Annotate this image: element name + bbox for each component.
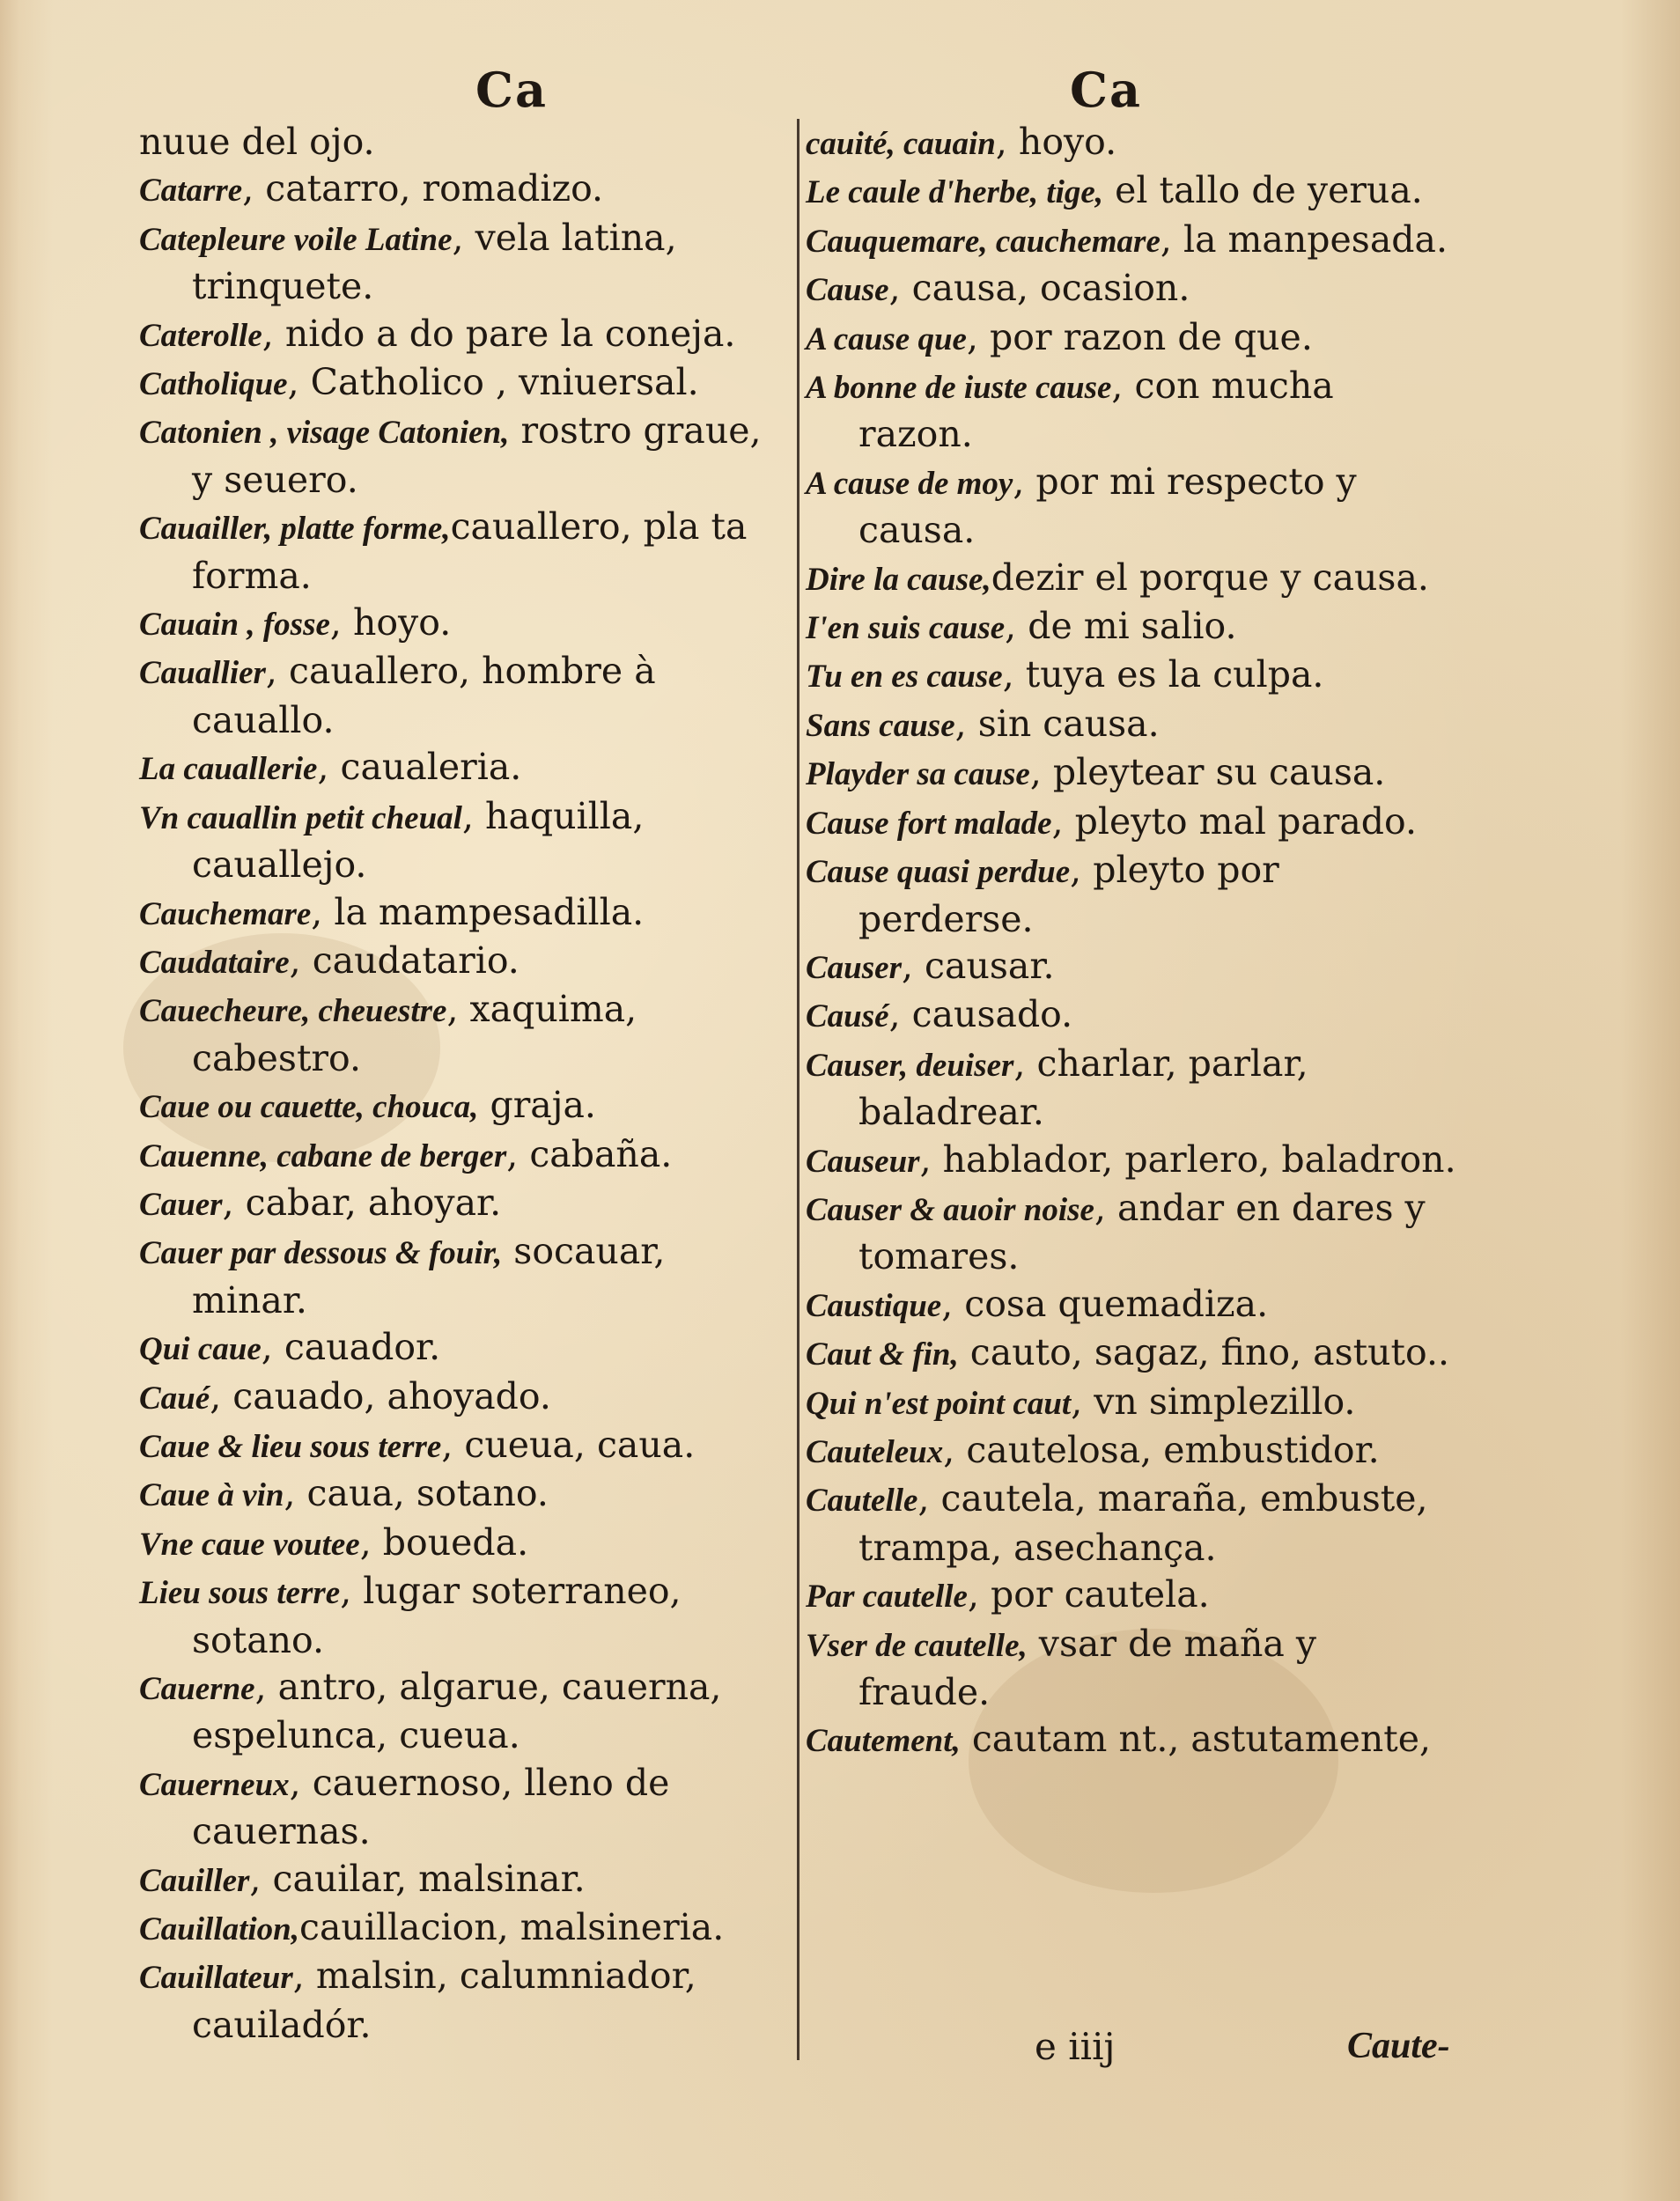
dictionary-entry [806,1329,1457,1378]
dictionary-entry [139,1131,791,1180]
entry-definition: , charlar, parlar, baladrear. [858,1042,1308,1134]
entry-definition: , cauado, ahoyado. [210,1374,551,1417]
entry-definition: , cabaña. [506,1132,673,1175]
entry-definition: , haquilla, cauallejo. [192,794,645,887]
dictionary-entry [139,986,791,1082]
right-column [806,119,1457,1765]
entry-headword: Lieu sous terre [139,1575,341,1612]
dictionary-entry [139,648,791,744]
entry-definition: , cosa quemadiza. [941,1282,1269,1325]
entry-definition: , boueda. [359,1520,529,1564]
dictionary-entry [139,938,791,986]
dictionary-entry [139,166,791,214]
entry-definition: cauillacion, malsineria. [298,1906,725,1949]
entry-headword: Playder sa cause [806,756,1030,793]
entry-headword: I'en suis cause [806,610,1006,647]
entry-headword: Cause [806,272,889,309]
entry-headword: Tu en es cause [806,659,1003,696]
entry-headword: Caustique [806,1287,942,1324]
entry-headword: Qui caue [139,1331,262,1368]
dictionary-entry [139,1520,791,1568]
dictionary-entry [806,1041,1457,1137]
entry-definition: , causado. [888,993,1073,1036]
entry-headword: Cauillateur [139,1960,293,1997]
dictionary-entry [806,603,1457,651]
dictionary-entry [806,1572,1457,1620]
entry-headword: Causer & auoir noise [806,1191,1094,1228]
entry-definition: , vela latina, trinquete. [192,216,677,308]
column-divider [797,119,799,2060]
dictionary-entry [139,359,791,408]
dictionary-entry [806,847,1457,943]
dictionary-entry [139,1373,791,1422]
entry-definition: cauto, sagaz, fino, astuto.. [958,1331,1450,1374]
dictionary-entry [806,1137,1457,1185]
entry-headword: Catarre [139,173,243,210]
dictionary-entry [806,265,1457,313]
entry-definition: graja. [478,1084,596,1127]
entry-headword: Causé [806,998,889,1035]
entry-headword: Cauerneux [139,1766,290,1803]
dictionary-entry [139,1904,791,1953]
entry-definition: , vn simplezillo. [1071,1380,1356,1423]
entry-headword: La cauallerie [139,751,318,788]
dictionary-entry [806,991,1457,1040]
dictionary-entry [806,651,1457,700]
entry-headword: Catepleure voile Latine [139,221,453,258]
entry-headword: Cause fort malade [806,805,1052,842]
dictionary-entry [139,1760,791,1856]
dictionary-entry [139,408,791,504]
entry-headword: Cauallier [139,655,266,692]
entry-definition: , la mampesadilla. [311,890,645,933]
dictionary-entry [139,1082,791,1130]
entry-definition: , tuya es la culpa. [1002,653,1324,696]
dictionary-entry [806,799,1457,847]
entry-headword: Cauteleux [806,1433,944,1470]
dictionary-entry [139,504,791,600]
dictionary-entry [806,1379,1457,1427]
entry-headword: A bonne de iuste cause [806,370,1112,407]
dictionary-entry [139,1664,791,1760]
dictionary-entry [806,217,1457,265]
entry-headword: A cause de moy [806,465,1013,502]
entry-headword: Caut & fin, [806,1336,959,1373]
dictionary-entry [806,1476,1457,1572]
entry-headword: Caterolle [139,317,262,354]
entry-headword: Cauain , fosse [139,607,330,644]
entry-definition: , hoyo. [329,601,452,644]
entry-definition: , la manpesada. [1160,217,1448,261]
entry-headword: Catonien , visage Catonien, [139,415,510,452]
entry-headword: Cauiller [139,1862,250,1899]
entry-headword: Vn cauallin petit cheual [139,799,462,836]
entry-headword: Cautement, [806,1723,961,1760]
entry-definition: , hablador, parlero, baladron. [919,1137,1456,1181]
entry-definition: , cabar, ahoyar. [222,1181,502,1224]
entry-headword: Sans cause [806,707,955,744]
entry-definition: vsar de maña y fraude. [858,1622,1316,1713]
dictionary-entry [806,1281,1457,1329]
dictionary-entry [806,1716,1457,1764]
entry-headword: A cause que [806,320,967,357]
entry-definition: cauallero, pla ta forma. [192,505,748,597]
entry-definition: , Catholico , vniuersal. [287,361,699,404]
dictionary-entry [139,744,791,792]
left-running-head: Ca [475,62,548,118]
dictionary-entry [139,311,791,359]
entry-headword: Cauillation, [139,1911,299,1948]
entry-definition: , pleytear su causa. [1029,751,1386,794]
entry-headword: Cauenne, cabane de berger [139,1137,507,1174]
entry-definition: , pleyto mal parado. [1051,799,1418,843]
entry-headword: Par cautelle [806,1579,968,1616]
dictionary-entry [806,459,1457,555]
entry-headword: Vser de cautelle, [806,1627,1028,1664]
entry-definition: , causa, ocasion. [888,267,1190,310]
entry-headword: Cause quasi perdue [806,854,1071,891]
entry-definition: , cautelosa, embustidor. [943,1428,1380,1471]
entry-definition: , cauallero, hombre à cauallo. [192,650,656,741]
entry-headword: Caue à vin [139,1477,284,1514]
entry-definition: , caua, sotano. [284,1472,549,1515]
entry-definition: cautam nt., astutamente, [960,1718,1432,1761]
entry-headword: Cauquemare, cauchemare [806,223,1161,260]
entry-definition: , malsin, calumniador, cauiladór. [192,1954,696,2046]
entry-headword: Cauchemare [139,895,312,932]
dictionary-entry [806,119,1457,167]
entry-headword: Le caule d'herbe, tige, [806,174,1104,211]
dictionary-entry [806,363,1457,459]
dictionary-entry [139,600,791,648]
dictionary-entry [806,314,1457,363]
entry-headword: Causer [806,949,902,986]
entry-headword: Caue & lieu sous terre [139,1428,442,1465]
dictionary-entry [139,119,791,166]
entry-definition: , lugar soterraneo, sotano. [192,1570,682,1661]
entry-definition: , con mucha razon. [858,364,1334,456]
entry-definition: , cueua, caua. [441,1423,696,1466]
entry-headword: Dire la cause, [806,561,991,598]
entry-definition: nuue del ojo. [139,121,375,163]
entry-definition: , sin causa. [954,702,1160,745]
dictionary-entry [806,167,1457,216]
entry-definition: , por razon de que. [966,315,1313,358]
dictionary-entry [139,1180,791,1228]
entry-definition: dezir el porque y causa. [991,556,1429,599]
entry-headword: cauité, cauain [806,126,996,162]
entry-headword: Cauailler, platte forme, [139,511,451,548]
entry-definition: , cautela, maraña, embuste, trampa, asechança. [858,1477,1428,1569]
dictionary-entry [139,793,791,889]
entry-definition: , hoyo. [995,121,1117,163]
entry-definition: , de mi salio. [1005,605,1237,648]
entry-definition: , andar en dares y tomares. [858,1186,1426,1278]
dictionary-entry [806,701,1457,749]
dictionary-entry [139,1568,791,1664]
entry-headword: Causeur [806,1143,920,1180]
entry-definition: el tallo de yerua. [1103,169,1423,212]
dictionary-entry [806,1427,1457,1476]
entry-headword: Cauer [139,1186,223,1223]
catchword: Caute- [1347,2026,1450,2066]
entry-definition: , causar. [901,944,1055,987]
dictionary-entry [139,1228,791,1324]
entry-headword: Cautelle [806,1483,918,1520]
dictionary-entry [139,1324,791,1373]
dictionary-entry [806,1621,1457,1717]
entry-definition: , caudatario. [289,939,519,982]
entry-definition: , pleyto por perderse. [858,849,1279,940]
dictionary-entry [806,1185,1457,1281]
entry-headword: Causer, deuiser [806,1047,1014,1084]
entry-headword: Caue ou cauette, chouca, [139,1089,479,1126]
right-running-head: Ca [1070,62,1142,118]
entry-definition: socauar, minar. [192,1230,666,1321]
entry-definition: , xaquima, cabestro. [192,988,637,1079]
dictionary-entry [139,1856,791,1904]
dictionary-entry [139,215,791,311]
entry-definition: , cauilar, malsinar. [249,1857,586,1900]
entry-definition: , por mi respecto y causa. [858,460,1357,552]
entry-headword: Cauer par dessous & fouir, [139,1235,503,1272]
dictionary-entry [806,943,1457,991]
entry-headword: Qui n'est point caut [806,1385,1072,1422]
dictionary-entry [139,1470,791,1519]
entry-headword: Caudataire [139,944,290,981]
dictionary-entry [806,749,1457,798]
dictionary-entry [139,1422,791,1470]
entry-definition: , catarro, romadizo. [242,167,604,210]
entry-definition: , cauernoso, lleno de cauernas. [192,1761,670,1853]
entry-definition: , caualeria. [317,746,522,789]
entry-headword: Vne caue voutee [139,1526,360,1563]
entry-definition: , nido a do pare la coneja. [262,312,736,355]
signature-mark: e iiij [1035,2025,1116,2068]
entry-definition: , antro, algarue, cauerna, espelunca, cueua. [192,1666,722,1757]
dictionary-entry [139,889,791,938]
entry-headword: Cauerne [139,1671,255,1707]
dictionary-entry [139,1953,791,2049]
entry-definition: , cauador. [261,1326,441,1369]
entry-headword: Caué [139,1380,210,1417]
dictionary-entry [806,555,1457,603]
entry-headword: Catholique [139,366,288,403]
left-column [139,119,791,2049]
entry-definition: rostro graue, y seuero. [192,409,762,501]
entry-headword: Cauecheure, cheuestre [139,993,447,1030]
entry-definition: , por cautela. [967,1573,1210,1616]
